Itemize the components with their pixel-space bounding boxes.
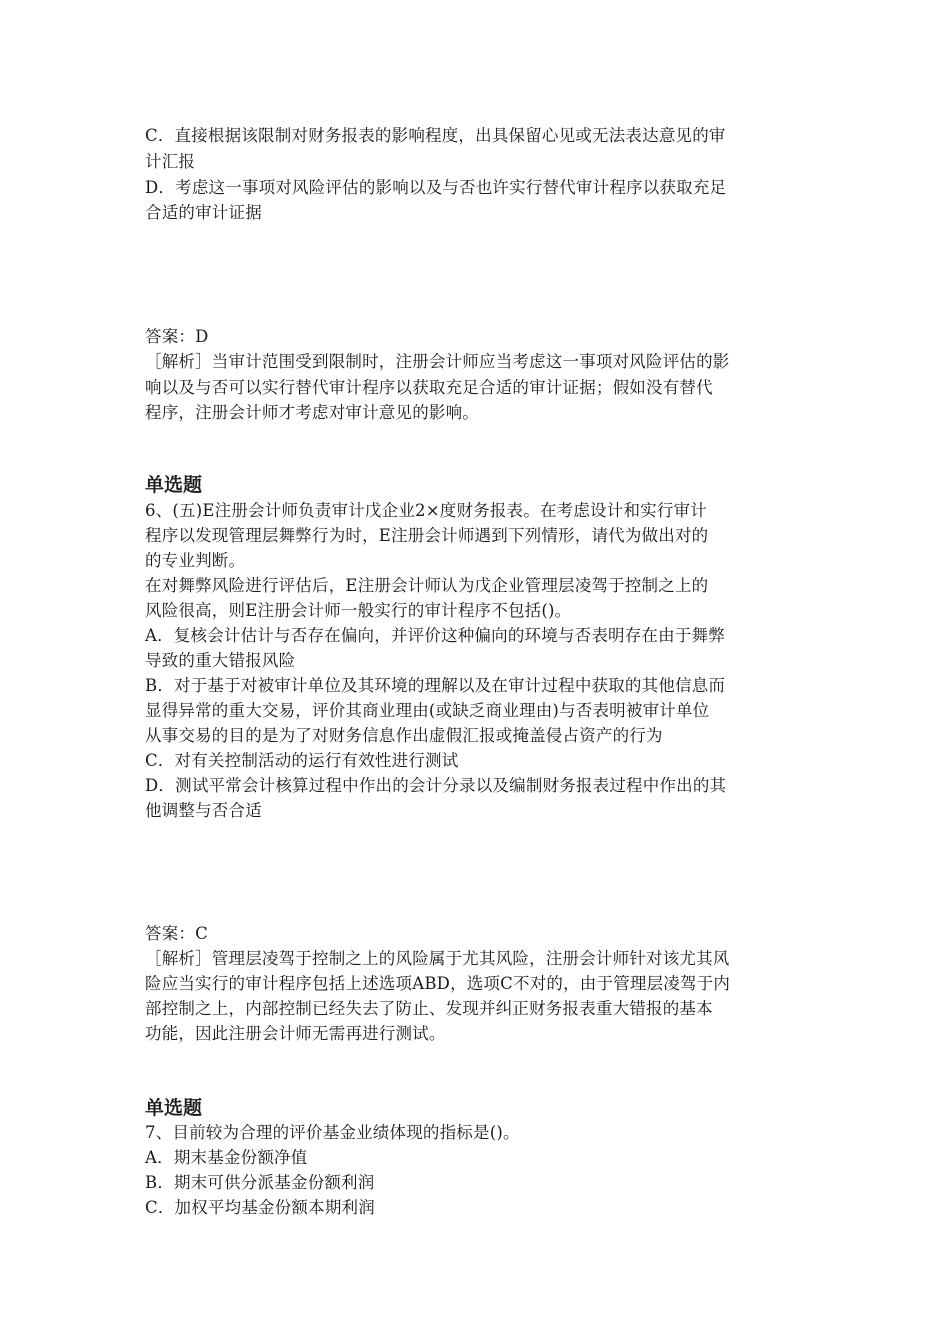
analysis-line-1: ［解析］当审计范围受到限制时，注册会计师应当考虑这一事项对风险评估的影 — [145, 352, 730, 371]
option-b-line: B．期末可供分派基金份额利润 — [145, 1173, 375, 1192]
option-d-text-line-2: 合适的审计证据 — [145, 203, 262, 222]
section-heading: 单选题 — [145, 474, 203, 496]
option-c-text-line-1: C．直接根据该限制对财务报表的影响程度，出具保留心见或无法表达意见的审 — [145, 126, 726, 145]
analysis-line-2: 响以及与否可以实行替代审计程序以获取充足合适的审计证据；假如没有替代 — [145, 378, 713, 397]
question-line-1: 7、目前较为合理的评价基金业绩体现的指标是()。 — [145, 1123, 520, 1142]
option-a-line-1: A．复核会计估计与否存在偏向，并评价这种偏向的环境与否表明存在由于舞弊 — [145, 626, 725, 645]
option-c-line: C．加权平均基金份额本期利润 — [145, 1198, 375, 1217]
option-b-line-2: 显得异常的重大交易，评价其商业理由(或缺乏商业理由)与否表明被审计单位 — [145, 701, 710, 720]
option-a-line-2: 导致的重大错报风险 — [145, 651, 296, 670]
answer-text: 答案：D — [145, 327, 209, 346]
option-b-line-3: 从事交易的目的是为了对财务信息作出虚假汇报或掩盖侵占资产的行为 — [145, 726, 663, 745]
option-d-line-1: D．测试平常会计核算过程中作出的会计分录以及编制财务报表过程中作出的其 — [145, 776, 727, 795]
answer-text: 答案：C — [145, 924, 208, 943]
option-a-line: A．期末基金份额净值 — [145, 1148, 308, 1167]
question-line-5: 风险很高，则E注册会计师一般实行的审计程序不包括()。 — [145, 601, 572, 620]
analysis-line-2: 险应当实行的审计程序包括上述选项ABD，选项C不对的，由于管理层凌驾于内 — [145, 974, 731, 993]
option-d-line-2: 他调整与否合适 — [145, 801, 262, 820]
analysis-line-3: 程序，注册会计师才考虑对审计意见的影响。 — [145, 403, 479, 422]
option-c-text-line-2: 计汇报 — [145, 152, 196, 171]
analysis-line-1: ［解析］管理层凌驾于控制之上的风险属于尤其风险，注册会计师针对该尤其风 — [145, 949, 730, 968]
option-d-text-line-1: D．考虑这一事项对风险评估的影响以及与否也许实行替代审计程序以获取充足 — [145, 178, 727, 197]
question-line-2: 程序以发现管理层舞弊行为时，E注册会计师遇到下列情形，请代为做出对的 — [145, 526, 709, 545]
analysis-line-3: 部控制之上，内部控制已经失去了防止、发现并纠正财务报表重大错报的基本 — [145, 999, 713, 1018]
option-b-line-1: B．对于基于对被审计单位及其环境的理解以及在审计过程中获取的其他信息而 — [145, 676, 726, 695]
question-line-4: 在对舞弊风险进行评估后，E注册会计师认为戊企业管理层凌驾于控制之上的 — [145, 576, 709, 595]
analysis-line-4: 功能，因此注册会计师无需再进行测试。 — [145, 1024, 446, 1043]
question-line-1: 6、(五)E注册会计师负责审计戊企业2×度财务报表。在考虑设计和实行审计 — [145, 501, 707, 520]
option-c-line: C．对有关控制活动的运行有效性进行测试 — [145, 751, 459, 770]
section-heading: 单选题 — [145, 1097, 203, 1119]
question-line-3: 的专业判断。 — [145, 551, 246, 570]
